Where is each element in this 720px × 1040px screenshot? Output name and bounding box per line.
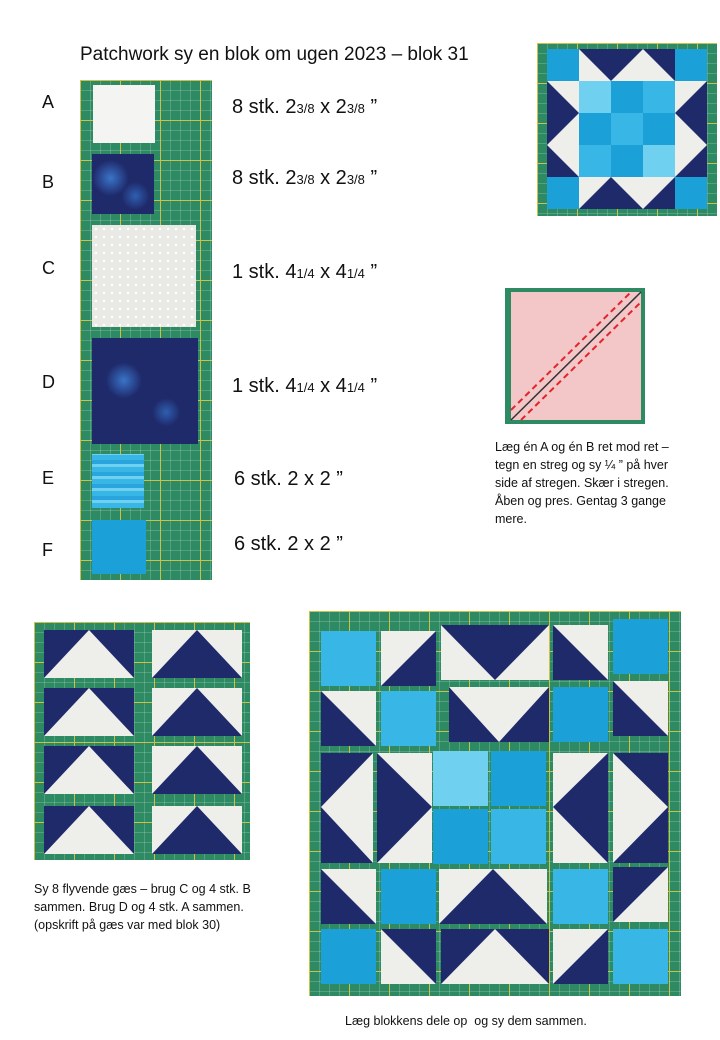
piece-d-swatch — [92, 338, 198, 444]
geese-caption: Sy 8 flyvende gæs – brug C og 4 stk. B sammen. Brug D og 4 stk. A sammen. (opskrift på gæs var med blok 30) — [34, 882, 251, 932]
piece-c-swatch — [92, 225, 196, 327]
letter-e: E — [42, 468, 55, 488]
letter-c: C — [42, 258, 55, 278]
measure-d: 1 stk. 41/4 x 41/4 ” — [232, 375, 378, 397]
letter-b: B — [42, 172, 55, 192]
hst-photo — [505, 288, 645, 424]
hst-caption: Læg én A og én B ret mod ret – tegn en streg og sy ¼ ” på hver side af stregen. Skær i stregen. Åben og pres. Gentag 3 gange mere. — [495, 440, 669, 526]
measure-b: 8 stk. 23/8 x 23/8 ” — [232, 167, 378, 189]
hst-image — [505, 288, 645, 424]
finished-block-image — [537, 43, 717, 216]
assembly-image — [309, 611, 681, 996]
piece-e-swatch — [92, 454, 144, 508]
measure-f: 6 stk. 2 x 2 ” — [234, 533, 343, 555]
measure-a: 8 stk. 23/8 x 23/8 ” — [232, 96, 378, 118]
page-title: Patchwork sy en blok om ugen 2023 – blok 31 — [80, 44, 469, 65]
measure-e: 6 stk. 2 x 2 ” — [234, 468, 343, 490]
geese-photo — [34, 622, 250, 860]
cutting-photo — [80, 80, 212, 580]
letter-f: F — [42, 540, 53, 560]
piece-f-swatch — [92, 520, 146, 574]
assembly-photo — [309, 611, 681, 996]
finished-block-photo — [537, 43, 717, 216]
geese-image — [34, 622, 250, 860]
letter-a: A — [42, 92, 55, 112]
piece-b-swatch — [92, 154, 154, 214]
measure-c: 1 stk. 41/4 x 41/4 ” — [232, 261, 378, 283]
letter-d: D — [42, 372, 55, 392]
assembly-caption: Læg blokkens dele op og sy dem sammen. — [345, 1014, 587, 1028]
piece-a-swatch — [93, 85, 155, 143]
